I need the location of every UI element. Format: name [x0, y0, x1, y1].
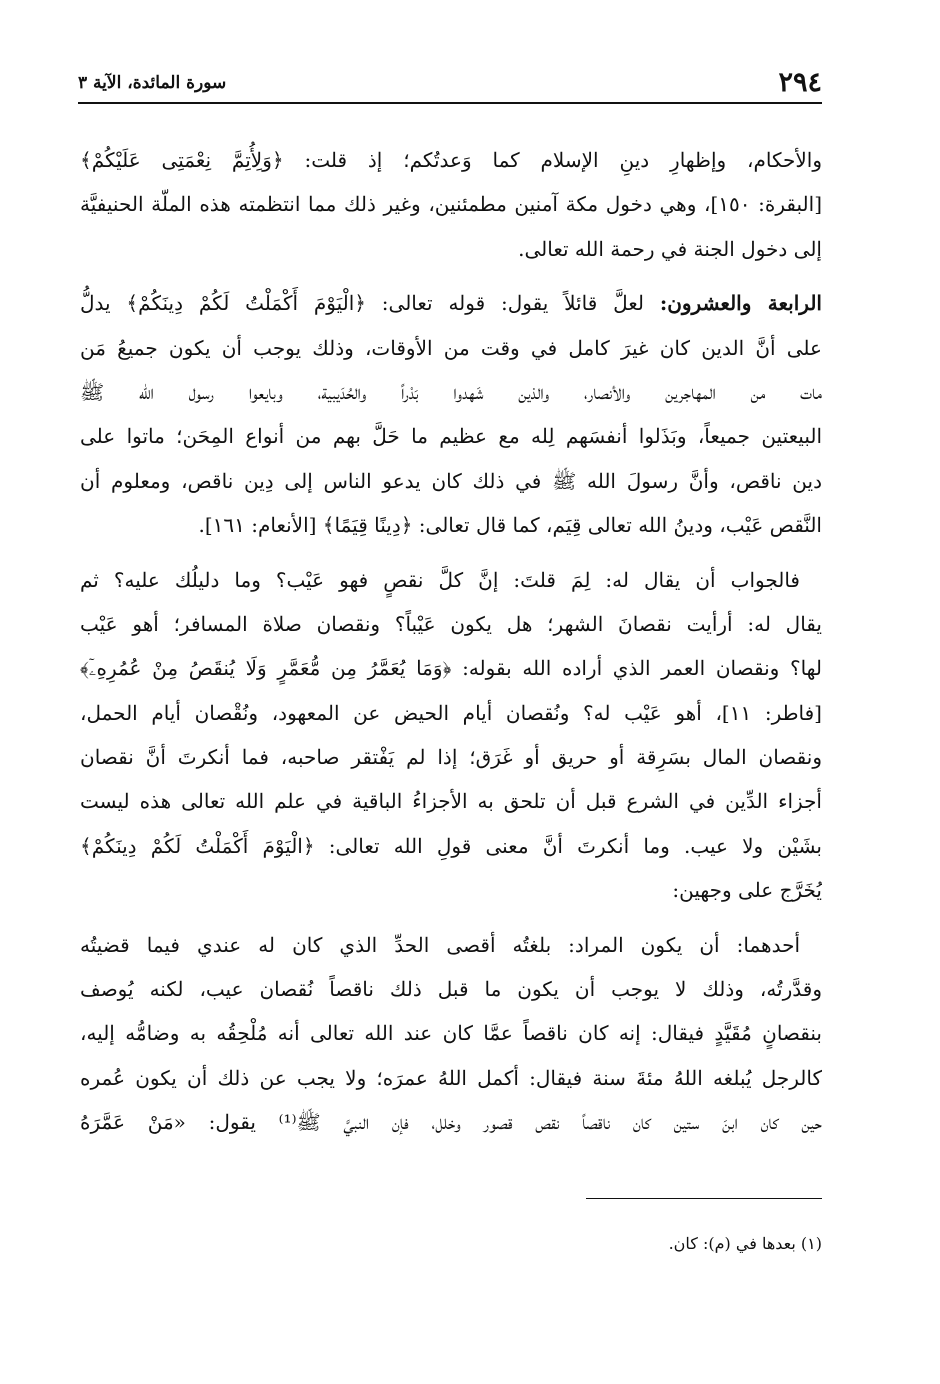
text-line: بنقصانٍ مُقَيَّدٍ فيقال: إنه كان ناقصاً عمَّا كان عند الله تعالى أنه مُلْحِقُه به وضامُّه إليه، — [80, 1021, 822, 1046]
text-line: لها؟ ونقصان العمر الذي أراده الله بقوله: ﴿وَمَا يُعَمَّرُ مِن مُّعَمَّرٍ وَلَا يُنقَصُ مِنْ عُمُرِهِۦٓ﴾ — [80, 656, 822, 681]
text-line: دين ناقص، وأنَّ رسولَ الله ﷺ في ذلك كان يدعو الناس إلى دِين ناقص، ومعلوم أن — [80, 468, 822, 493]
header-rule — [78, 102, 822, 104]
text-line: البيعتين جميعاً، وبَذَلوا أنفسَهم لِله مع عظيم ما حَلَّ بهم من أنواع المِحَن؛ ماتوا على — [80, 424, 822, 449]
text-line: مات من المهاجرين والأنصار، والذين شَهدوا بَدْراً والحُدَيبية، وبايعوا رسول الله ﷺ — [80, 379, 822, 404]
text-line — [80, 281, 822, 325]
text-line: إلى دخول الجنة في رحمة الله تعالى. — [518, 236, 822, 261]
text-line: بشَيْن ولا عيب. وما أنكرتَ أنَّ معنى قولِ الله تعالى: ﴿الْيَوْمَ أَكْمَلْتُ لَكُمْ دِينَكُمْ﴾ — [80, 833, 822, 858]
paragraph-gap — [80, 913, 822, 923]
text-line: يُخَرَّج على وجهين: — [672, 878, 822, 903]
page-number: ٢٩٤ — [778, 67, 822, 98]
text-line: فالجواب أن يقال له: لِمَ قلتَ: إنَّ كلَّ نقصٍ فهو عَيْب؟ وما دليلُك عليه؟ ثم — [80, 567, 800, 592]
text-line: يقال له: أرأيت نقصانَ الشهر؛ هل يكون عَيْباً؟ ونقصان صلاة المسافر؛ أهو عَيْب — [80, 611, 822, 636]
page-header — [78, 66, 822, 100]
text-line: حين كان ابنَ ستين كان ناقصاً نقص قصور وخلل، فإن النبيَّ ﷺ⁽¹⁾ يقول: «مَنْ عَمَّرَهُ — [80, 1110, 822, 1135]
footnote: (١) بعدها في (م): كان. — [668, 1234, 822, 1253]
paragraph-gap — [80, 271, 822, 281]
text-line: ونقصان المال بسَرِقة أو حريق أو غَرَق؛ إذا لم يَفْتقر صاحبه، فما أنكرتَ أنَّ نقصان — [80, 745, 822, 770]
body-text — [80, 138, 822, 1145]
text-line: كالرجل يُبلغه اللهُ مئةَ سنة فيقال: أكمل اللهُ عمرَه؛ ولا يجب عن ذلك أن يكون عُمره — [80, 1065, 822, 1090]
text-line: على أنَّ الدين كان غيرَ كامل في وقت من الأوقات، وذلك يوجب أن يكون جميعُ مَن — [80, 335, 822, 360]
text-run: لعلَّ قائلاً يقول: قوله تعالى: ﴿الْيَوْمَ أَكْمَلْتُ لَكُمْ دِينَكُمْ﴾ يدلُّ — [80, 291, 660, 316]
text-line: وقدَّرتُه، وذلك لا يوجب أن يكون ما قبل ذلك ناقصاً نُقصان عيب، لكنه يُوصف — [80, 977, 822, 1002]
text-line: أجزاء الدِّين في الشرع قبل أن تلحق به الأجزاءُ الباقية في علم الله تعالى هذه ليست — [80, 789, 822, 814]
paragraph-gap — [80, 548, 822, 558]
section-lead: الرابعة والعشرون: — [659, 291, 822, 316]
text-line: [البقرة: ١٥٠]، وهي دخول مكة آمنين مطمئنين، وغير ذلك مما انتظمته هذه الملّة الحنيفيَّة — [80, 192, 822, 217]
text-line: أحدهما: أن يكون المراد: بلغتُه أقصى الحدِّ الذي كان له عندي فيما قضيتُه — [80, 932, 800, 957]
text-line: النَّقص عَيْب، ودينُ الله تعالى قِيَم، كما قال تعالى: ﴿دِينًا قِيَمًا﴾ [الأنعام: ١٦١]. — [198, 513, 822, 538]
text-line: والأحكام، وإظهارِ دينِ الإسلام كما وَعدتُكم؛ إذ قلت: ﴿وَلِأُتِمَّ نِعْمَتِى عَلَيْكُمْ﴾ — [80, 148, 822, 172]
running-head: سورة المائدة، الآية ٣ — [78, 73, 227, 93]
footnote-rule — [586, 1198, 822, 1199]
text-line: [فاطر: ١١]، أهو عَيْب له؟ ونُقصان أيام الحيض عن المعهود، ونُقْصان أيام الحمل، — [80, 700, 822, 725]
